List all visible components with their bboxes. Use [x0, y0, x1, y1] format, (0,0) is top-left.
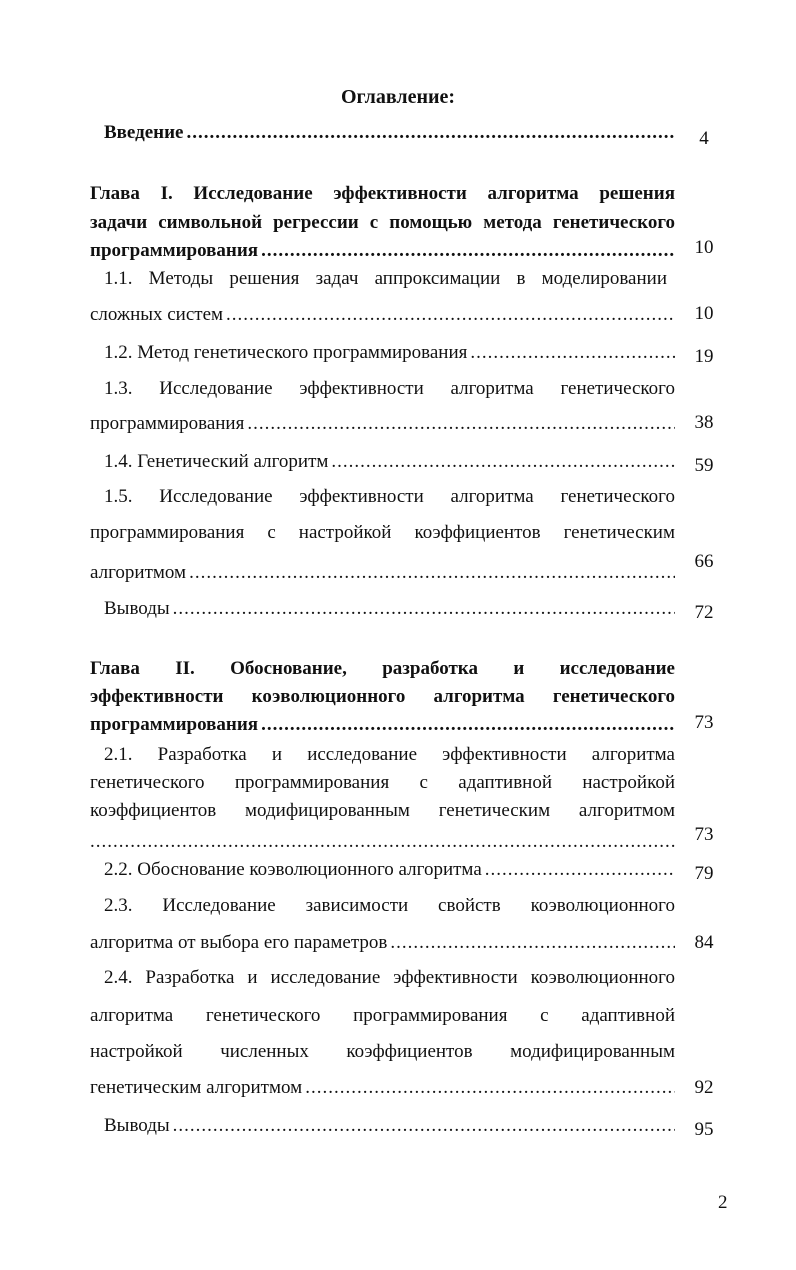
toc-entry-line: 2.3. Исследование зависимости свойств коэволюционного — [104, 895, 675, 916]
toc-page-number: 95 — [694, 1119, 714, 1140]
toc-entry-line: 2.1. Разработка и исследование эффективности алгоритма — [104, 744, 675, 765]
toc-entry-text: программирования — [90, 413, 245, 434]
toc-page-number: 10 — [694, 303, 714, 324]
toc-page-number: 59 — [694, 455, 714, 476]
toc-entry-line: генетического программирования с адаптивной настройкой — [90, 772, 675, 793]
toc-page-number: 10 — [694, 237, 714, 258]
chapter-heading-line — [90, 713, 675, 737]
toc-entry-text: 1.4. Генетический алгоритм — [104, 451, 329, 472]
toc-entry-line — [104, 858, 675, 882]
toc-page-number: 72 — [694, 602, 714, 623]
toc-entry-line — [104, 450, 675, 474]
chapter-heading-line: Глава I. Исследование эффективности алгоритма решения — [90, 183, 675, 204]
toc-entry-line: настройкой численных коэффициентов модифицированным — [90, 1041, 675, 1062]
toc-page-number: 66 — [694, 551, 714, 572]
toc-entry-line — [104, 341, 675, 365]
dot-leader — [261, 713, 675, 737]
toc-page-number: 73 — [694, 824, 714, 845]
toc-page-number: 79 — [694, 863, 714, 884]
toc-entry-label — [104, 121, 675, 145]
toc-entry-line — [90, 303, 675, 327]
chapter-heading-line: эффективности коэволюционного алгоритма генетического — [90, 686, 675, 707]
dot-leader — [485, 858, 675, 882]
toc-entry-line — [104, 1114, 675, 1138]
toc-page-number: 19 — [694, 346, 714, 367]
toc-entry-line — [90, 412, 675, 436]
toc-entry-text: Введение — [104, 122, 184, 143]
toc-entry-text: Выводы — [104, 598, 170, 619]
toc-entry-line: 1.3. Исследование эффективности алгоритма генетического — [104, 378, 675, 399]
dot-leader — [247, 412, 675, 436]
chapter-heading-line: Глава II. Обоснование, разработка и исследование — [90, 658, 675, 679]
toc-page-number: 38 — [694, 412, 714, 433]
chapter-heading-line — [90, 239, 675, 263]
toc-page-number: 84 — [694, 932, 714, 953]
dot-leader — [470, 341, 675, 365]
toc-entry-line: коэффициентов модифицированным генетическим алгоритмом — [90, 800, 675, 821]
toc-entry-text: программирования — [90, 240, 259, 261]
dot-leader — [331, 450, 675, 474]
dot-leader — [90, 830, 675, 854]
toc-entry-text: программирования — [90, 714, 259, 735]
toc-entry-text: алгоритмом — [90, 562, 187, 583]
toc-entry-text: генетическим алгоритмом — [90, 1077, 303, 1098]
chapter-heading-line: задачи символьной регрессии с помощью метода генетического — [90, 212, 675, 233]
toc-entry-text: 1.2. Метод генетического программирования — [104, 342, 468, 363]
toc-entry-line: 1.5. Исследование эффективности алгоритма генетического — [104, 486, 675, 507]
dot-leader — [305, 1076, 675, 1100]
toc-page-number: 4 — [699, 128, 709, 149]
dot-leader — [390, 931, 675, 955]
toc-page-number: 73 — [694, 712, 714, 733]
dot-leader — [187, 121, 676, 145]
toc-entry-line: 1.1. Методы решения задач аппроксимации в моделировании — [104, 268, 667, 289]
dot-leader — [189, 561, 675, 585]
toc-entry-text: сложных систем — [90, 304, 224, 325]
toc-entry-text: 2.2. Обоснование коэволюционного алгоритма — [104, 859, 482, 880]
toc-entry-line — [90, 1076, 675, 1100]
toc-entry-line: 2.4. Разработка и исследование эффективности коэволюционного — [104, 967, 675, 988]
dot-leader — [261, 239, 675, 263]
toc-entry-line — [90, 561, 675, 585]
toc-page-number: 92 — [694, 1077, 714, 1098]
dot-leader — [173, 597, 675, 621]
toc-title: Оглавление: — [340, 86, 456, 108]
toc-entry-line: программирования с настройкой коэффициентов генетическим — [90, 522, 675, 543]
toc-entry-line — [104, 597, 675, 621]
toc-entry-text: Выводы — [104, 1115, 170, 1136]
toc-entry-text: алгоритма от выбора его параметров — [90, 932, 388, 953]
page-number: 2 — [718, 1192, 728, 1213]
toc-entry-line — [90, 830, 675, 854]
toc-entry-line: алгоритма генетического программирования с адаптивной — [90, 1005, 675, 1026]
dot-leader — [173, 1114, 675, 1138]
dot-leader — [226, 303, 675, 327]
toc-entry-line — [90, 931, 675, 955]
